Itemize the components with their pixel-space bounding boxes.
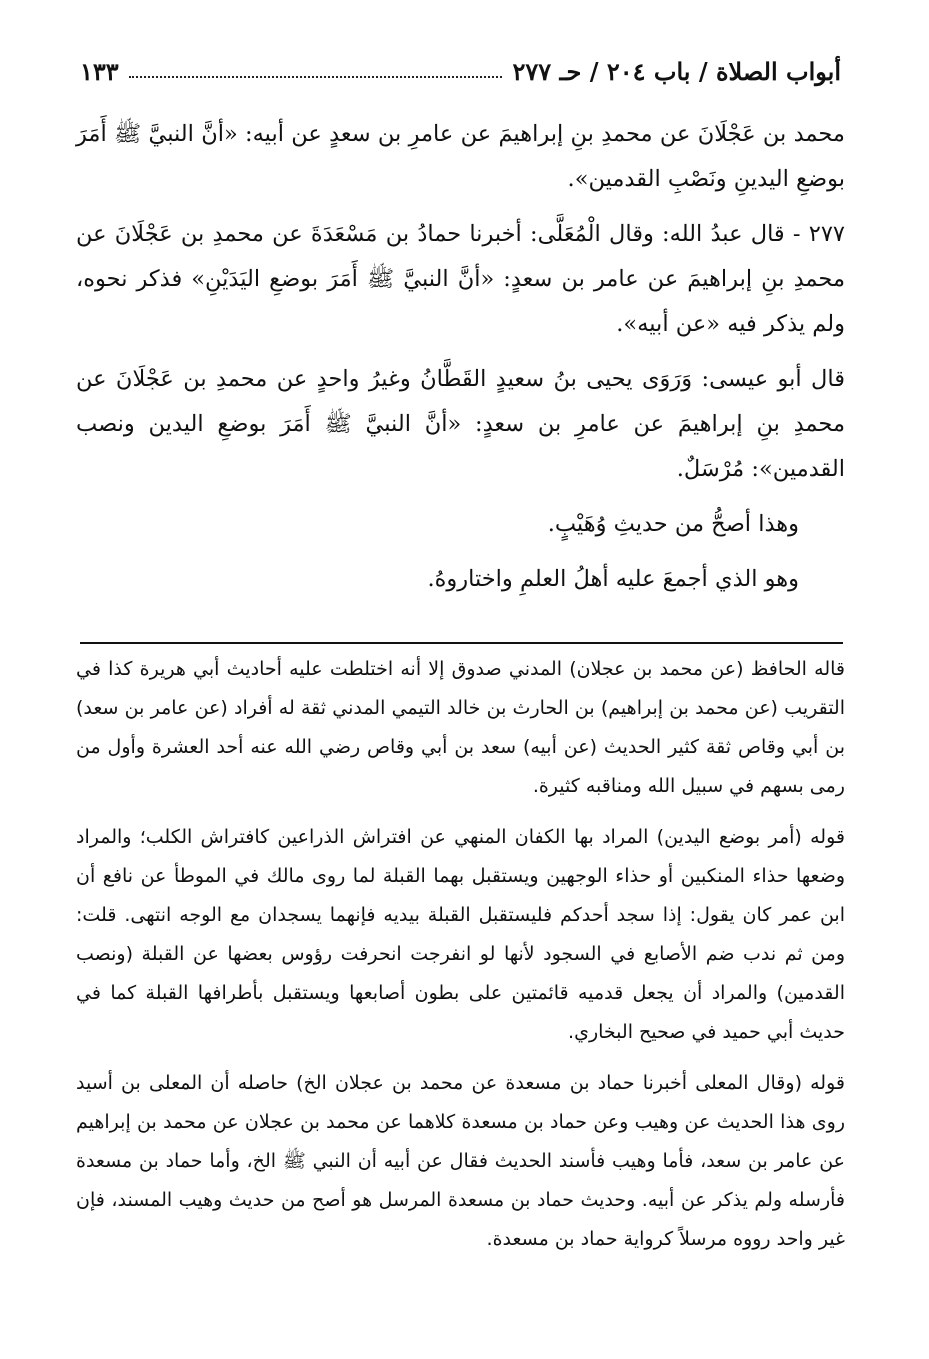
commentary-paragraph-3: قوله (وقال المعلى أخبرنا حماد بن مسعدة عن محمد بن عجلان الخ) حاصله أن المعلى بن أسيد روى هذا الحديث عن وهيب وعن حماد بن مسعدة كلاهما عن محمد بن عجلان عن محمد بن إبراهيم عن عامر بن سعد، فأما وهيب فأسند الحديث فقال عن أبيه أن النبي ﷺ الخ، وأما حماد بن مسعدة فأرسله ولم يذكر عن أبيه. وحديث حماد بن مسعدة المرسل هو أصح من حديث وهيب المسند، فإن غير واحد رووه مرسلاً كرواية حماد بن مسعدة. — [76, 1072, 845, 1250]
commentary-paragraph-2: قوله (أمر بوضع اليدين) المراد بها الكفان المنهي عن افتراش الذراعين كافتراش الكلب؛ والمراد وضعها حذاء المنكبين أو حذاء الوجهين ويستقبل بهما القبلة لما روى مالك في الموطأ عن نافع أن ابن عمر كان يقول: إذا سجد أحدكم فليستقبل القبلة بيديه فإنهما يسجدان مع الوجه انتهى. قلت: ومن ثم ندب ضم الأصابع في السجود لأنها لو انفرجت انحرفت رؤوس بعضها عن القبلة (ونصب القدمين) والمراد أن يجعل قدميه قائمتين على بطون أصابعها ويستقبل بأطرافها القبلة كما في حديث أبي حميد في صحيح البخاري. — [76, 826, 845, 1043]
commentary — [76, 650, 845, 1271]
main-paragraph-1: محمد بن عَجْلَانَ عن محمدِ بنِ إبراهيمَ عن عامرِ بن سعدٍ عن أبيه: «أنَّ النبيَّ ﷺ أَمَرَ بوضعِ اليدينِ ونَصْبِ القدمين». — [76, 121, 845, 192]
leader-dots — [129, 76, 503, 78]
main-text — [76, 112, 845, 612]
running-title: أبواب الصلاة / باب ٢٠٤ / حـ ٢٧٧ — [512, 57, 841, 86]
page-header — [80, 50, 841, 86]
hadith-277: ٢٧٧ - قال عبدُ الله: وقال الْمُعَلَّى: أخبرنا حمادُ بن مَسْعَدَةَ عن محمدِ بن عَجْلَانَ عن محمدِ بنِ إبراهيمَ عن عامر بن سعدٍ: «أنَّ النبيَّ ﷺ أَمَرَ بوضعِ اليَدَيْنِ» فذكر نحوه، ولم يذكر فيه «عن أبيه». — [76, 221, 845, 337]
abu-isa-comment: قال أبو عيسى: وَرَوَى يحيى بنُ سعيدٍ القَطَّانُ وغيرُ واحدٍ عن محمدِ بن عَجْلَانَ عن محمدِ بنِ إبراهيمَ عن عامرِ بن سعدٍ: «أنَّ النبيَّ ﷺ أَمَرَ بوضعِ اليدين ونصب القدمين»: مُرْسَلٌ. — [76, 366, 845, 482]
page-number: ١٣٣ — [80, 57, 119, 86]
commentary-paragraph-1: قاله الحافظ (عن محمد بن عجلان) المدني صدوق إلا أنه اختلطت عليه أحاديث أبي هريرة كذا في التقريب (عن محمد بن إبراهيم) بن الحارث بن خالد التيمي المدني ثقة له أفراد (عن عامر بن سعد) بن أبي وقاص ثقة كثير الحديث (عن أبيه) سعد بن أبي وقاص رضي الله عنه أحد العشرة وأول من رمى بسهم في سبيل الله ومناقبه كثيرة. — [76, 658, 845, 797]
main-paragraph-5: وهو الذي أجمعَ عليه أهلُ العلمِ واختاروهُ. — [427, 566, 799, 592]
footnote-divider — [80, 642, 843, 644]
main-paragraph-4: وهذا أصحُّ من حديثِ وُهَيْبٍ. — [547, 511, 799, 537]
